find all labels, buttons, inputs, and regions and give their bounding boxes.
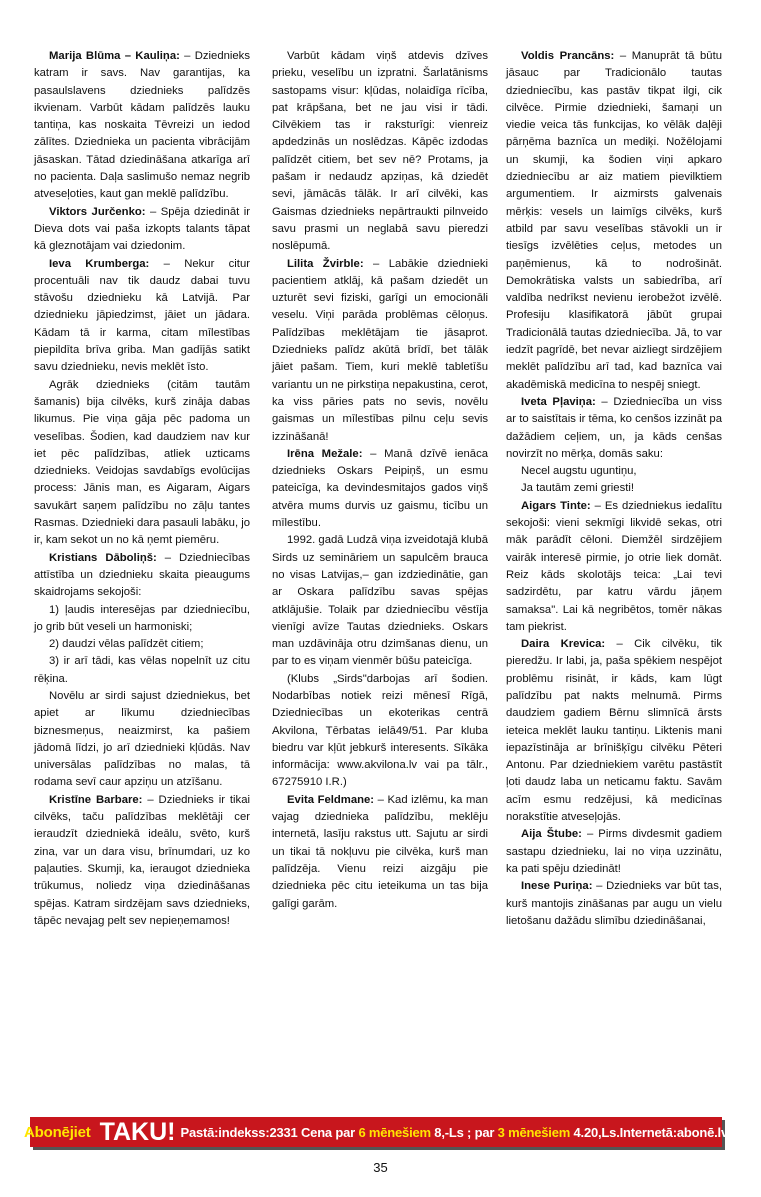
- paragraph: [272, 256, 488, 446]
- banner-brand: TAKU!: [99, 1117, 176, 1146]
- speaker-name: Aigars Tinte:: [521, 499, 591, 512]
- paragraph-text: (Klubs „Sirds"darbojas arī šodien. Nodarbības notiek reizi mēnesī Rīgā, Dziedniecības un ekoterikas centrā Akvilona, Tērbatas ielā49/51. Par kluba biedru var kļūt jebkurš interesents. Sīkāka informācija: www.akvilona.lv vai pa tālr., 67275910 I.R.): [272, 672, 488, 789]
- paragraph: [506, 394, 722, 463]
- speaker-name: Iveta Pļaviņa:: [521, 395, 596, 408]
- speaker-name: Kristians Dāboliņš:: [49, 551, 157, 564]
- banner-months-3: 3 mēnešiem: [497, 1124, 571, 1140]
- article-column-2: [272, 48, 488, 913]
- paragraph-text: Agrāk dziednieks (citām tautām šamanis) bija cilvēks, kurš zināja dabas likumus. Pie viņa gāja pēc padoma un veselības. Šodien, kad daudziem nav kur iet pēc palīdzības, atliek uzticams dziednieks. Veidojas savdabīgs evolūcijas process: Jānis man, es Aigaram, Aigars savukārt saņem palīdzību no zāļu tantes Rasmas. Dziednieki dara pasauli labāku, jo ir, kam sekot un no kā ņemt piemēru.: [34, 378, 251, 547]
- banner-lead: Abonējiet: [24, 1123, 91, 1141]
- paragraph-text: – Manā dzīvē ienāca dziednieks Oskars Peipiņš, un esmu pateicīga, ka devindesmitajos gados viņš atvēra mums durvis uz gaismu, ticību un mīlestību.: [272, 447, 488, 530]
- paragraph-text: – Labākie dziednieki pacientiem atklāj, kā pašam dziedēt un uzturēt sevi fiziski, garīgi un emocionāli veselu. Viņi parāda problēmas cēloņus. Palīdzības meklētājam tie jāsaprot. Dziednieks palīdz akūtā brīdī, bet tālāk jāiet pašam. Tiem, kuri meklē tabletīšu variantu un ne pirkstiņa nepakustina, cerot, ka viss pāries pats no sevis, novēlu gaismas un mīlestības pilnu ceļu sevis izzināšanā!: [272, 257, 488, 443]
- paragraph-text: Necel augstu uguntiņu,: [521, 465, 637, 478]
- speaker-name: Daira Krevica:: [521, 638, 606, 651]
- paragraph-text: 2) daudzi vēlas palīdzēt citiem;: [49, 638, 204, 651]
- paragraph-text: 3) ir arī tādi, kas vēlas nopelnīt uz citu rēķina.: [34, 655, 250, 685]
- paragraph-text: 1992. gadā Ludzā viņa izveidotajā klubā Sirds uz semināriem un sapulcēm brauca no visas Latvijas,– gan izdziedinātie, gan ar Oskara palīdzību savas spējas atklājušie. Tolaik par dziedniecību vēstīja vienīgi avīze Tautas dziednieks. Oskars man uzdāvināja otru dzimšanas dienu, un par to es viņam vienmēr būšu pateicīga.: [272, 534, 488, 668]
- article-column-3: [506, 48, 722, 930]
- paragraph: [272, 446, 488, 532]
- paragraph: [34, 256, 250, 377]
- paragraph: [34, 688, 250, 792]
- paragraph: [34, 550, 250, 602]
- paragraph-text: – Manuprāt tā būtu jāsauc par Tradicionālo tautas dziedniecību, kas pastāv tikpat ilgi, cik cilvēce. Pirmie dziednieki, šamaņi un viedie veica tās funkcijas, ko vēlāk daļēji pārņēma baznīca un mediķi. Nožēlojami un skumji, ka šodien viņi apkaro dziedniecību ar aiz matiem pievilktiem argumentiem. Ir aizmirsts galvenais mērķis: vesels un laimīgs cilvēks, kurš atbild par savu veselības stāvokli un ir tiesīgs izvēlēties ceļus, metodes un paņēmienus, kā to nodrošināt. Demokrātiska valsts un sabiedrība, arī valdība nedrīkst nevienu ierobežot izvēlē. Profesiju klasifikatorā jābūt grupai Tradicionālā tautas dziedniecība. Jā, to var iedzīt pagrīdē, bet nevar aizliegt sirdzējiem meklēt palīdzību arī tad, kad baznīca vai akadēmiskā medicīna to nespēj sniegt.: [506, 50, 722, 391]
- speaker-name: Inese Puriņa:: [521, 880, 593, 893]
- paragraph: [272, 48, 488, 256]
- paragraph-text: – Nekur citur procentuāli nav tik daudz dabai tuvu stāvošu dziednieku kā Latvijā. Par dziednieku jāpiedzimst, jāiet un jādara. Kādam tā ir karma, citam mīlestības piepildīta brīva griba. Man gadījās satikt savu dziednieku, nevis meklēt īsto.: [34, 257, 250, 374]
- paragraph-text: – Pirms divdesmit gadiem sastapu dziednieku, lai no viņa uzzinātu, ka pati spēju dziedināt!: [506, 828, 722, 875]
- paragraph-text: – Dziednieks var būt tas, kurš mantojis zināšanas par augu un vielu lietošanu dažādu slimību dziedināšanai,: [506, 880, 722, 927]
- speaker-name: Viktors Jurčenko:: [49, 205, 146, 218]
- paragraph: [272, 671, 488, 792]
- speaker-name: Lilita Žvirble:: [287, 257, 364, 270]
- paragraph: [34, 204, 250, 256]
- speaker-name: Marija Blūma – Kauliņa:: [49, 50, 180, 62]
- paragraph-text: – Spēja dziedināt ir Dieva dots vai paša izkopts talants tāpat kā gleznotājam vai dziedonim.: [34, 205, 250, 253]
- speaker-name: Aija Štube:: [521, 828, 582, 841]
- banner-months-6: 6 mēnešiem: [358, 1124, 431, 1140]
- speaker-name: Irēna Mežale:: [287, 447, 363, 460]
- subscription-banner: [24, 1117, 728, 1147]
- paragraph-text: – Cik cilvēku, tik pieredžu. Ir labi, ja, paša spēkiem nespējot problēmu risināt, ir kāds, kam lūgt palīdzību pat nakts melnumā. Pirms daudziem gadiem Bērnu slimnīcā ārsts ieteica meklēt lauku tantiņu. Liktenis mani iepazīstināja ar brīnišķīgu cilvēku Pēteri Antonu. Par dziedniekiem varētu pastāstīt ļoti daudz laba un neticamu faktu. Savām acīm esmu redzējusi, kā medicīnas norakstītie atveseļojās.: [506, 638, 723, 824]
- paragraph-text: Ja tautām zemi griesti!: [521, 482, 635, 495]
- paragraph-text: – Es dziedniekus iedalītu sekojoši: vieni sekmīgi likvidē sekas, otri māk parādīt cēloni. Diemžēl sirdzējiem vairāk interesē pirmie, jo otrie liek domāt. Reiz kāds skolotājs teica: „Lai tevi sadzirdētu, par katru vārdu jāņem samaksa". Lai kā negribētos, tomēr nākas tam piekrist.: [506, 499, 722, 633]
- speaker-name: Evita Feldmane:: [287, 793, 375, 806]
- paragraph: [272, 532, 488, 670]
- paragraph: [34, 377, 250, 550]
- banner-price-3: 4.20,Ls.Internetā:abonē.lv: [573, 1124, 728, 1140]
- banner-text-1: Pastā:indekss:2331 Cena par: [180, 1124, 356, 1140]
- paragraph: [506, 826, 722, 878]
- paragraph-text: – Dziedniecības attīstība un dziednieku skaita pieaugums skaidrojams sekojoši:: [34, 551, 250, 599]
- paragraph: [506, 636, 722, 826]
- paragraph-text: Varbūt kādam viņš atdevis dzīves prieku, veselību un izpratni. Šarlatānisms sastopams visur: kļūdas, nolaidīga rīcība, pat krāpšana, bet ne jau visi ir tādi. Cilvēkiem tas ir raksturīgi: vienreiz apdedzinās un noslēdzas. Kāpēc izdodas palīdzēt citiem, bet sev nē? Protams, ja pašam ir nedaudz apziņas, kā dziedēt sevi, jāmācās tālāk. Ir arī cilvēki, kas Gaismas dziednieks nepārtraukti pilnveido savu prasmi un neglabā savu pieredzi noslēpumā.: [272, 50, 488, 253]
- paragraph-text: – Dziednieks katram ir savs. Nav garantijas, ka pasaulslavens dziednieks palīdzēs ikvienam. Varbūt kādam palīdzēs lauku tantiņa, kas noskaita Tēvreizi un iedod zālītes. Dziednieka un pacienta vibrācijām jāsaskan. Tātad dziedināšana atkarīga arī no pacienta. Daļa saslimušo nemaz negrib atveseļoties, kaut gan meklē palīdzību.: [34, 50, 250, 201]
- paragraph: [506, 463, 722, 480]
- paragraph: [34, 636, 250, 653]
- paragraph: [506, 48, 722, 394]
- paragraph: [34, 48, 250, 204]
- paragraph-text: Novēlu ar sirdi sajust dziedniekus, bet apiet ar līkumu dziedniecības biznesmeņus, neaizmirst, ka pašiem jādomā līdzi, jo arī dziednieki kļūdās. Nav universālas palīdzības no malas, tā rodama sevī caur apziņu un atzīšanu.: [34, 689, 250, 789]
- article-column-1: [34, 48, 250, 930]
- speaker-name: Ieva Krumberga:: [49, 257, 150, 270]
- paragraph: [272, 792, 488, 913]
- banner-price-6: 8,-Ls ; par: [434, 1124, 495, 1140]
- paragraph: [506, 498, 722, 636]
- speaker-name: Voldis Prancāns:: [521, 50, 615, 62]
- paragraph: [506, 878, 722, 930]
- page-number: 35: [373, 1160, 388, 1175]
- paragraph: [34, 653, 250, 688]
- paragraph: [34, 602, 250, 637]
- paragraph-text: – Dziednieks ir tikai cilvēks, taču palīdzības meklētāji cer ieraudzīt dziedniekā ideālu, svēto, kurš zina, var un dara visu, brīnumdari, uz ko paļauties. Skumji, ka, ieraugot dziednieka trūkumus, noliedz viņa dziedināšanas spējas. Katram sirdzējam savs dziednieks, tāpēc nevajag pelt sev nepieņemamos!: [34, 793, 250, 927]
- paragraph: [506, 480, 722, 497]
- paragraph: [34, 792, 250, 930]
- paragraph-text: – Kad izlēmu, ka man vajag dziednieka palīdzību, meklēju internetā, lasīju rakstus utt. Sajutu ar sirdi un tikai tā nokļuvu pie cilvēka, kurš man palīdzēja. Vienu reizi aizgāju pie dziednieka pēc citu ieteikuma un tas bija galīgi garām.: [272, 793, 488, 910]
- paragraph-text: 1) ļaudis interesējas par dziedniecību, jo grib būt veseli un harmoniski;: [34, 603, 250, 633]
- paragraph-text: – Dziedniecība un viss ar to saistītais ir tēma, ko cenšos izzināt pa dažādiem ceļiem, un, ja kāds cenšas novirzīt no mērķa, domās saku:: [506, 395, 722, 460]
- speaker-name: Kristīne Barbare:: [49, 793, 143, 806]
